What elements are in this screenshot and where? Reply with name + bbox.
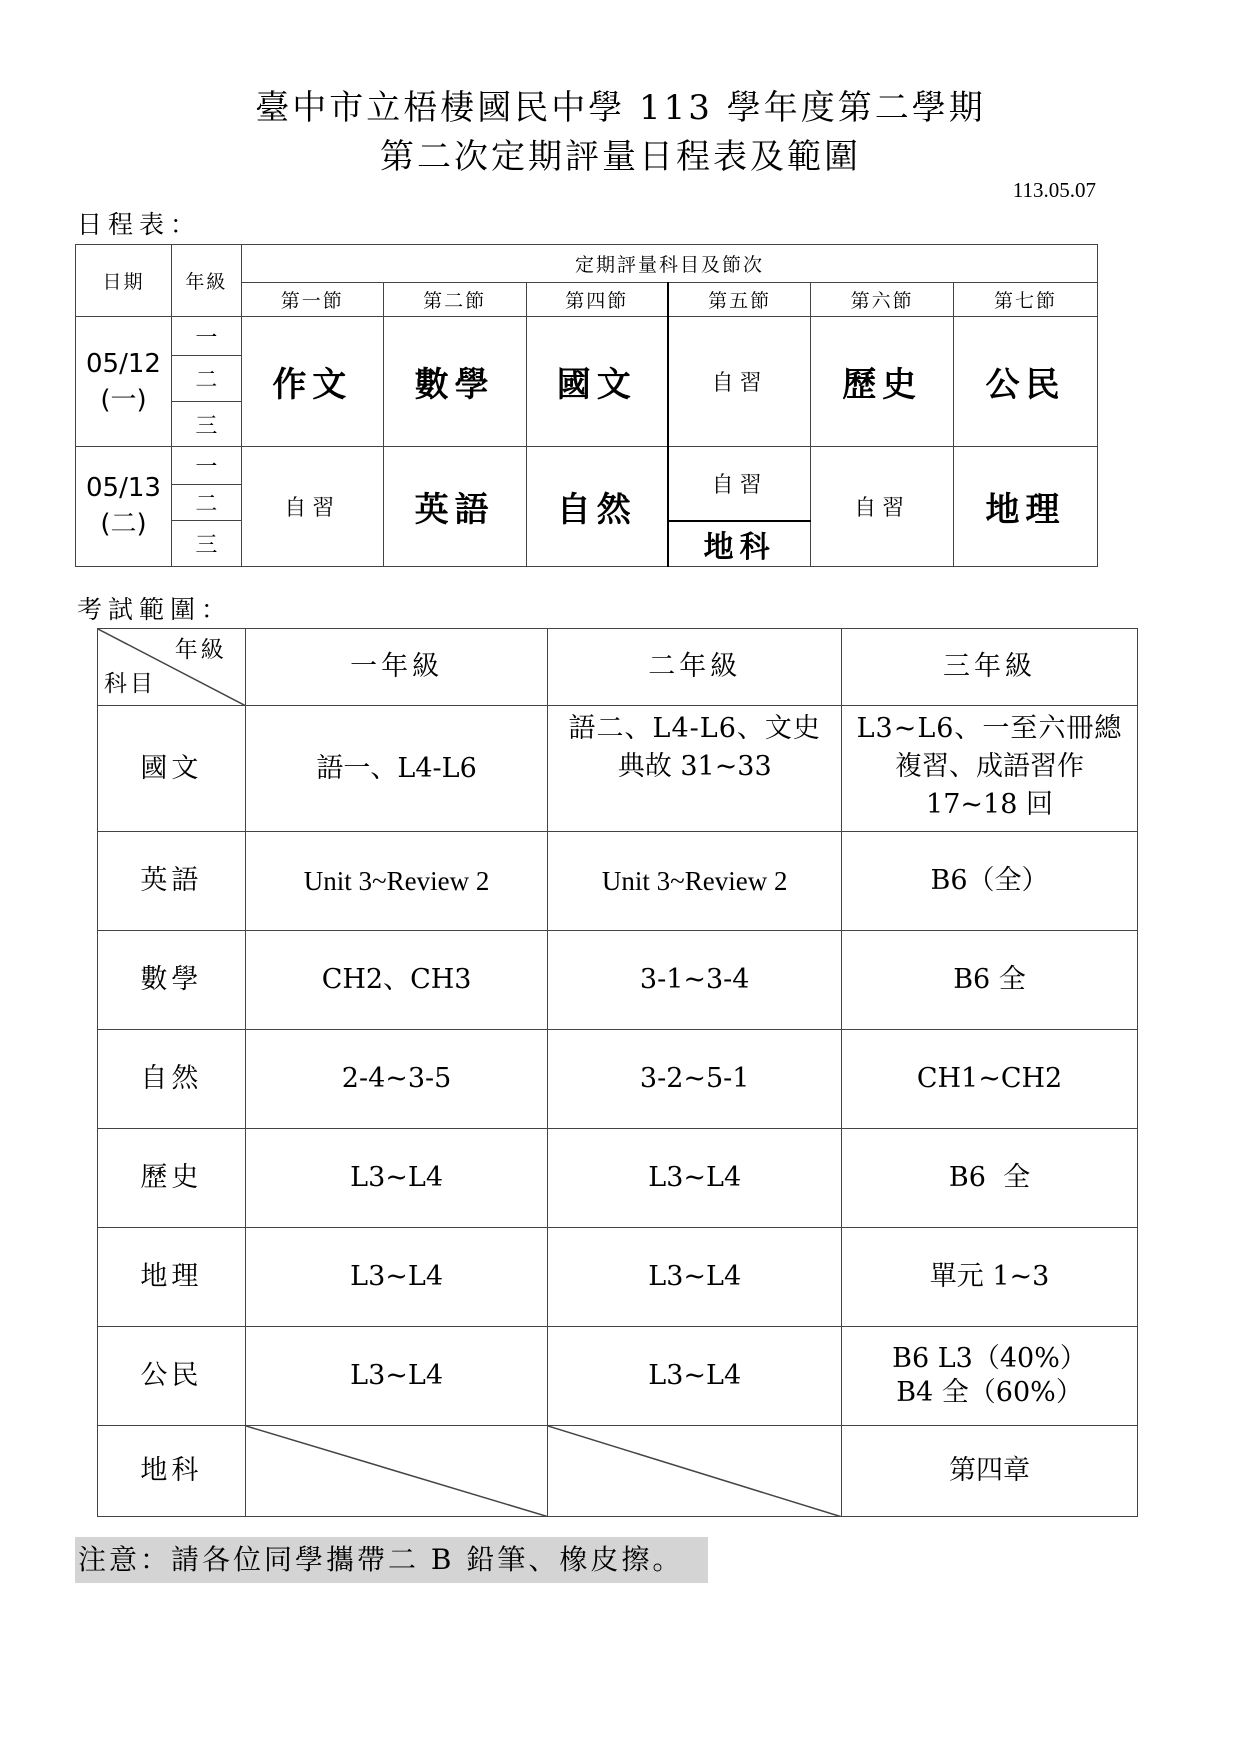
scope-cell: B6（全） bbox=[842, 832, 1138, 931]
period-header: 第四節 bbox=[526, 283, 668, 317]
day2-p4: 自然 bbox=[526, 447, 668, 567]
day2-date: 05/13 (二) bbox=[76, 447, 172, 567]
day1-date: 05/12 (一) bbox=[76, 317, 172, 447]
scope-cell: CH1~CH2 bbox=[842, 1030, 1138, 1129]
scope-label: 考試範圍： bbox=[77, 595, 233, 624]
document-date: 113.05.07 bbox=[1012, 178, 1096, 202]
cell-diagonal bbox=[246, 1426, 548, 1517]
corner-grade-label: 年級 bbox=[174, 637, 227, 663]
grade-header: 二年級 bbox=[548, 629, 842, 706]
scope-cell: L3~L4 bbox=[245, 1228, 548, 1327]
day2-p5-bottom: 地科 bbox=[668, 521, 811, 567]
scope-table bbox=[97, 628, 1138, 1517]
empty-cell-crossed bbox=[548, 1426, 842, 1517]
day2-p7: 地理 bbox=[954, 447, 1098, 567]
scope-cell: L3~L4 bbox=[548, 1129, 842, 1228]
grade-cell: 一 bbox=[171, 447, 241, 485]
subject-cell: 英語 bbox=[98, 832, 246, 931]
period-header: 第二節 bbox=[383, 283, 526, 317]
grade-header: 一年級 bbox=[245, 629, 548, 706]
scope-cell: B6 L3（40%） B4 全（60%） bbox=[842, 1327, 1138, 1426]
day1-p4: 國文 bbox=[526, 317, 668, 447]
corner-subject-label: 科目 bbox=[104, 671, 156, 697]
day1-p7: 公民 bbox=[954, 317, 1098, 447]
day1-p1: 作文 bbox=[241, 317, 383, 447]
grade-cell: 二 bbox=[171, 356, 241, 402]
scope-cell: L3~L4 bbox=[245, 1129, 548, 1228]
subject-cell: 地科 bbox=[98, 1426, 246, 1517]
period-header: 第一節 bbox=[241, 283, 383, 317]
day2-p6: 自習 bbox=[811, 447, 954, 567]
corner-cell bbox=[98, 629, 246, 706]
period-header: 第七節 bbox=[954, 283, 1098, 317]
cell-diagonal bbox=[548, 1426, 841, 1517]
day1-p2: 數學 bbox=[383, 317, 526, 447]
scope-cell: 3-1~3-4 bbox=[548, 931, 842, 1030]
scope-cell: Unit 3~Review 2 bbox=[548, 832, 842, 931]
subject-cell: 數學 bbox=[98, 931, 246, 1030]
grade-cell: 三 bbox=[171, 521, 241, 567]
grade-cell: 二 bbox=[171, 485, 241, 521]
day2-p1: 自習 bbox=[241, 447, 383, 567]
title-line-1: 臺中市立梧棲國民中學 113 學年度第二學期 bbox=[255, 88, 986, 128]
title-line-2: 第二次定期評量日程表及範圍 bbox=[380, 137, 861, 177]
schedule-label: 日程表： bbox=[77, 210, 202, 239]
scope-cell: Unit 3~Review 2 bbox=[245, 832, 548, 931]
scope-cell: L3~L4 bbox=[548, 1228, 842, 1327]
day2-p5-top: 自習 bbox=[668, 447, 811, 521]
scope-cell: CH2、CH3 bbox=[245, 931, 548, 1030]
day2-p2: 英語 bbox=[383, 447, 526, 567]
header-date: 日期 bbox=[76, 245, 172, 317]
scope-cell: L3~L6、一至六冊總 複習、成語習作 17~18 回 bbox=[842, 706, 1138, 832]
note-banner: 注意：請各位同學攜帶二 B 鉛筆、橡皮擦。 bbox=[75, 1537, 708, 1583]
empty-cell-crossed bbox=[245, 1426, 548, 1517]
scope-cell: 3-2~5-1 bbox=[548, 1030, 842, 1129]
scope-cell: 第四章 bbox=[842, 1426, 1138, 1517]
subject-cell: 國文 bbox=[98, 706, 246, 832]
scope-cell: 語一、L4-L6 bbox=[245, 706, 548, 832]
scope-cell: L3~L4 bbox=[245, 1327, 548, 1426]
scope-cell: 2-4~3-5 bbox=[245, 1030, 548, 1129]
header-grade: 年級 bbox=[171, 245, 241, 317]
period-header: 第六節 bbox=[811, 283, 954, 317]
day1-p6: 歷史 bbox=[811, 317, 954, 447]
grade-cell: 一 bbox=[171, 317, 241, 356]
period-header: 第五節 bbox=[668, 283, 811, 317]
day1-p5: 自習 bbox=[668, 317, 811, 447]
subject-cell: 歷史 bbox=[98, 1129, 246, 1228]
scope-cell: 語二、L4-L6、文史 典故 31~33 bbox=[548, 706, 842, 832]
schedule-table bbox=[75, 244, 1098, 567]
scope-cell: 單元 1~3 bbox=[842, 1228, 1138, 1327]
header-group: 定期評量科目及節次 bbox=[241, 245, 1097, 283]
subject-cell: 自然 bbox=[98, 1030, 246, 1129]
subject-cell: 公民 bbox=[98, 1327, 246, 1426]
scope-cell: L3~L4 bbox=[548, 1327, 842, 1426]
grade-cell: 三 bbox=[171, 402, 241, 447]
grade-header: 三年級 bbox=[842, 629, 1138, 706]
subject-cell: 地理 bbox=[98, 1228, 246, 1327]
scope-cell: B6 全 bbox=[842, 931, 1138, 1030]
scope-cell: B6 全 bbox=[842, 1129, 1138, 1228]
